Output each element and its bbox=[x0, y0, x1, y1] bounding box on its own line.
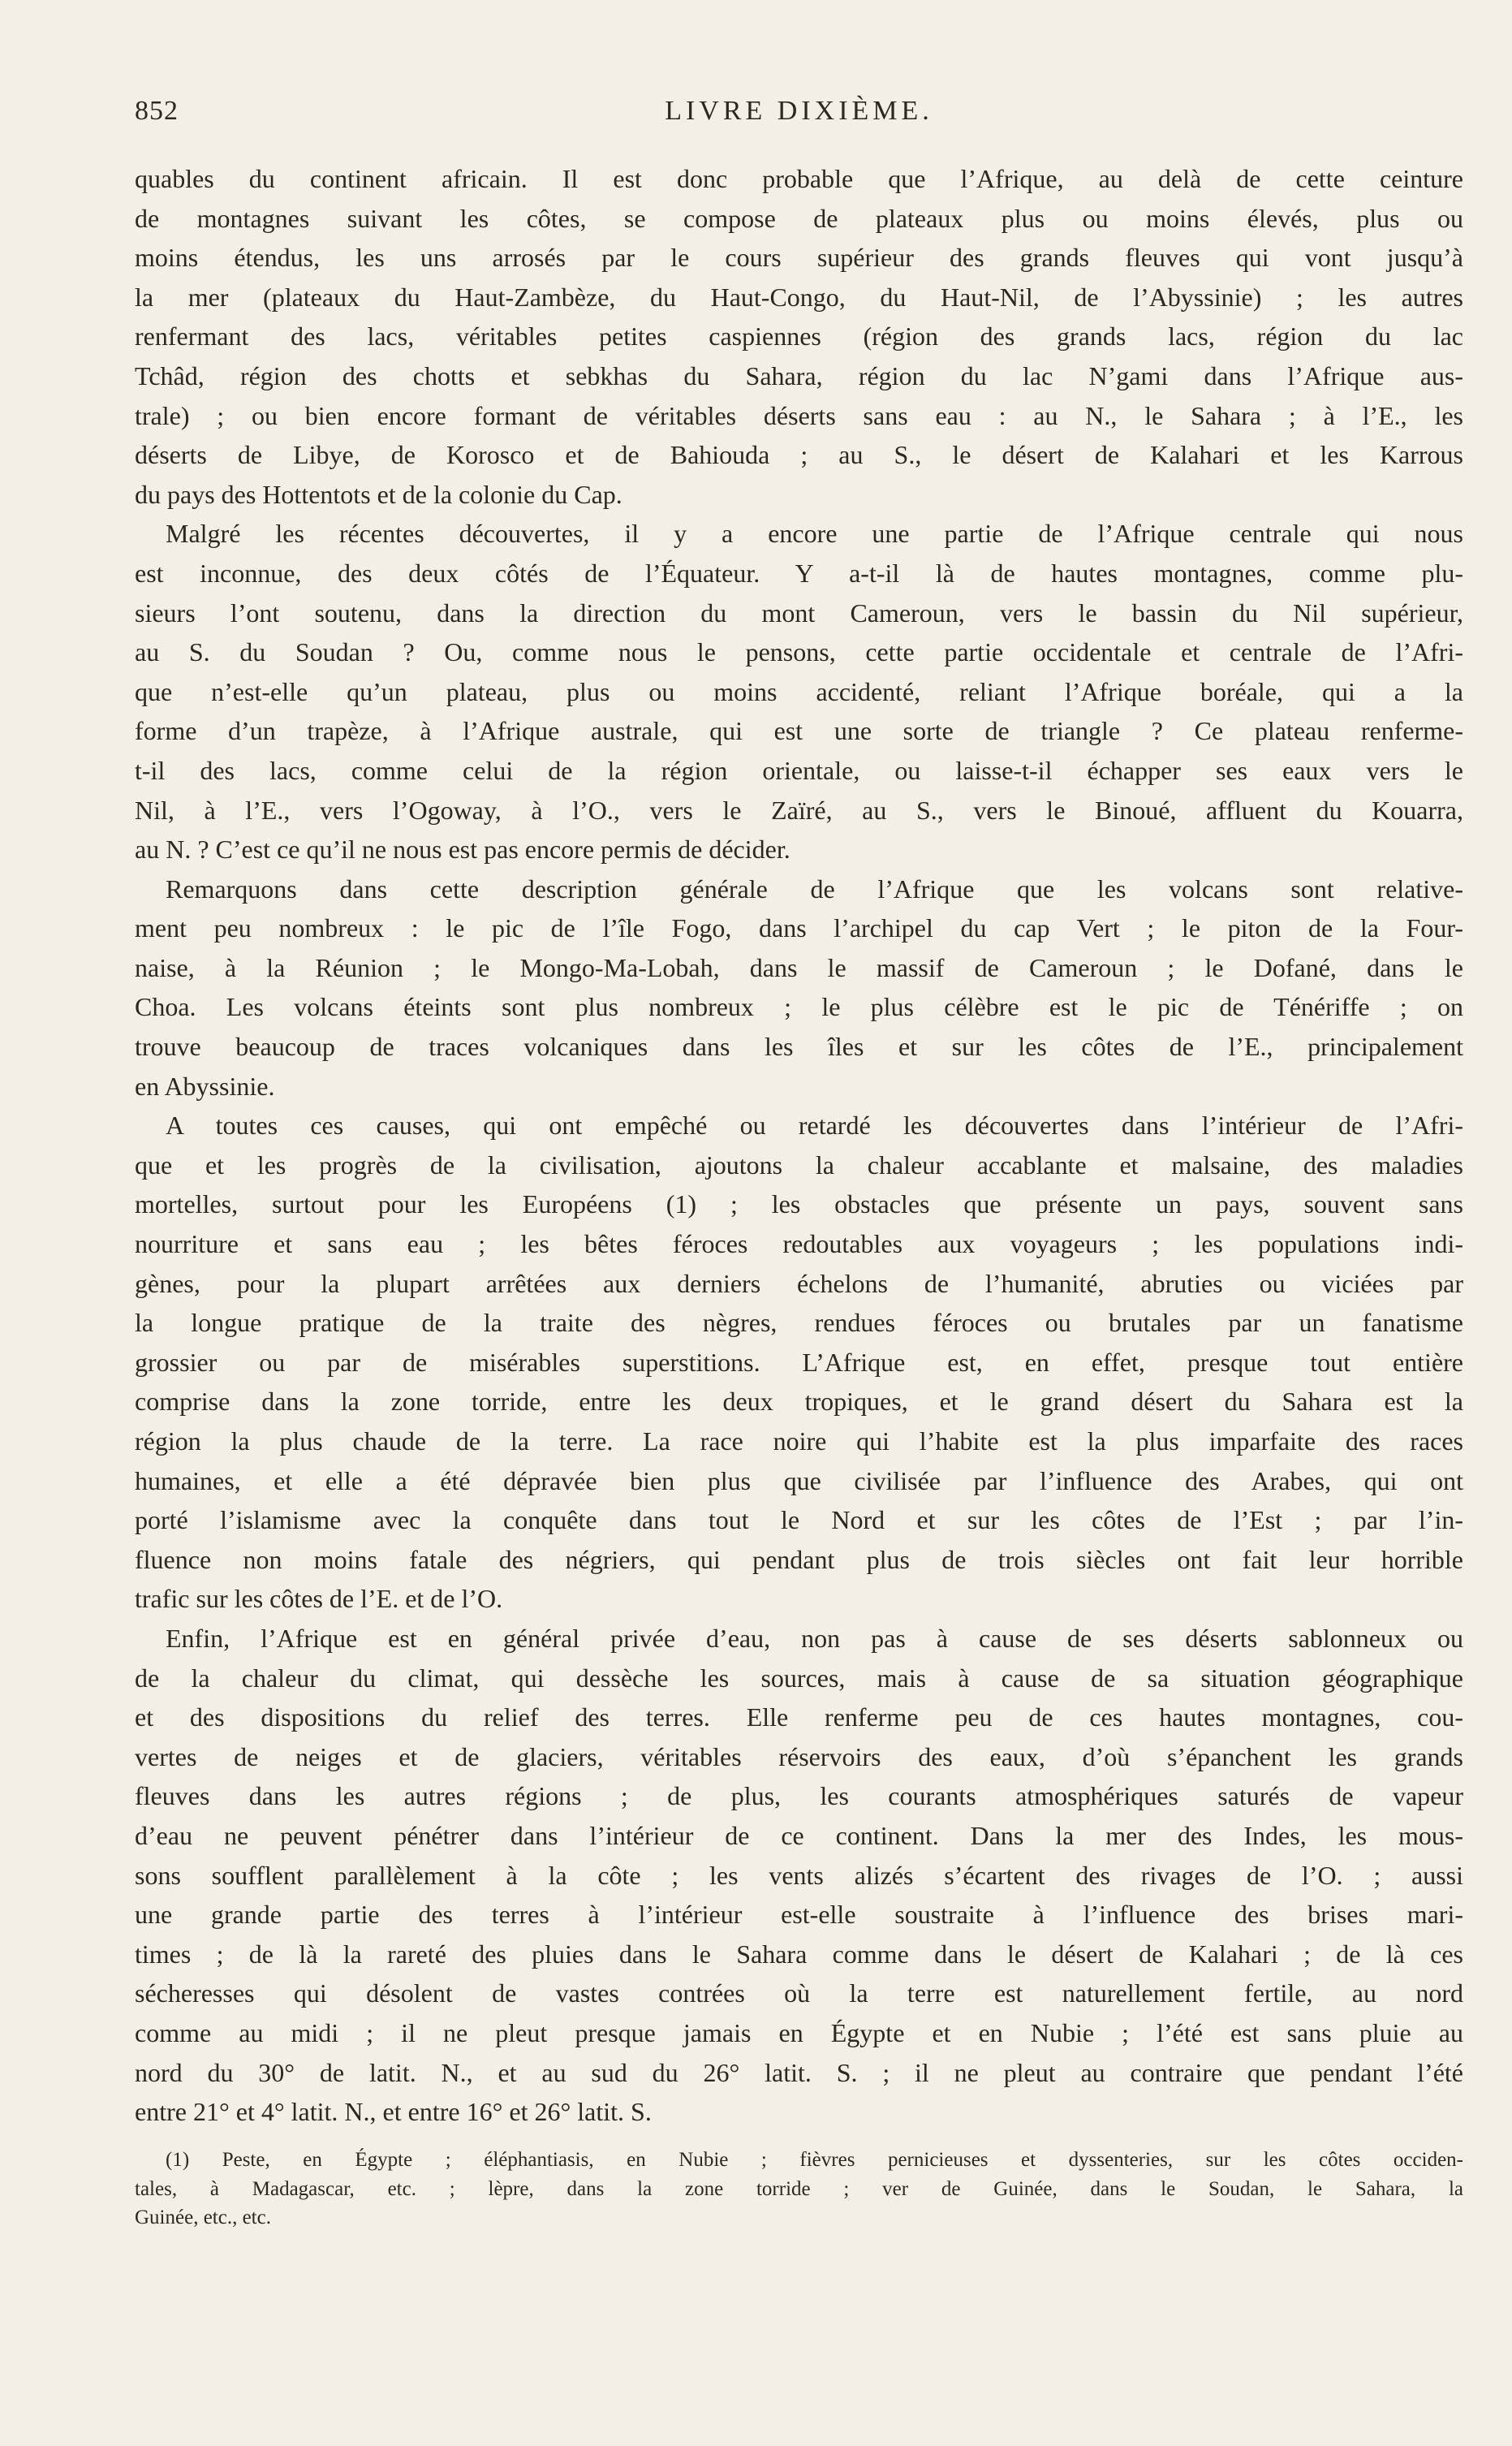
body-text bbox=[135, 159, 1463, 2132]
text-line: Nil, à l’E., vers l’Ogoway, à l’O., vers le Zaïré, au S., vers le Binoué, affluent du Kouarra, bbox=[135, 795, 1463, 825]
paragraph-first-line: Enfin, l’Afrique est en général privée d’eau, non pas à cause de ses déserts sablonneux ou bbox=[166, 1623, 1463, 1653]
text-line: du pays des Hottentots et de la colonie du Cap. bbox=[135, 479, 622, 509]
text-line: sons soufflent parallèlement à la côte ; les vents alizés s’écartent des rivages de l’O. ; aussi bbox=[135, 1860, 1463, 1890]
text-line: au S. du Soudan ? Ou, comme nous le pensons, cette partie occidentale et centrale de l’Afri- bbox=[135, 637, 1463, 667]
text-line: comprise dans la zone torride, entre les deux tropiques, et le grand désert du Sahara est la bbox=[135, 1387, 1463, 1417]
text-line: la mer (plateaux du Haut-Zambèze, du Haut-Congo, du Haut-Nil, de l’Abyssinie) ; les autres bbox=[135, 282, 1463, 312]
text-line: sieurs l’ont soutenu, dans la direction du mont Cameroun, vers le bassin du Nil supérieur, bbox=[135, 597, 1463, 628]
footnote-line: Guinée, etc., etc. bbox=[135, 2207, 271, 2228]
text-line: entre 21° et 4° latit. N., et entre 16° et 26° latit. S. bbox=[135, 2097, 652, 2127]
text-line: gènes, pour la plupart arrêtées aux derniers échelons de l’humanité, abruties ou viciées par bbox=[135, 1268, 1463, 1298]
text-line: Choa. Les volcans éteints sont plus nombreux ; le plus célèbre est le pic de Ténériffe ; on bbox=[135, 992, 1463, 1022]
text-line: mortelles, surtout pour les Européens (1) ; les obstacles que présente un pays, souvent sans bbox=[135, 1189, 1463, 1219]
text-line: comme au midi ; il ne pleut presque jamais en Égypte et en Nubie ; l’été est sans pluie au bbox=[135, 2017, 1463, 2047]
text-line: de montagnes suivant les côtes, se compose de plateaux plus ou moins élevés, plus ou bbox=[135, 203, 1463, 233]
paragraph-first-line: Malgré les récentes découvertes, il y a encore une partie de l’Afrique centrale qui nous bbox=[166, 519, 1463, 549]
text-line: d’eau ne peuvent pénétrer dans l’intérieur de ce continent. Dans la mer des Indes, les mous- bbox=[135, 1820, 1463, 1850]
page-number: 852 bbox=[135, 96, 179, 126]
text-line: ment peu nombreux : le pic de l’île Fogo, dans l’archipel du cap Vert ; le piton de la Four- bbox=[135, 913, 1463, 943]
text-line: sécheresses qui désolent de vastes contrées où la terre est naturellement fertile, au nord bbox=[135, 1978, 1463, 2008]
paragraph-first-line: A toutes ces causes, qui ont empêché ou retardé les découvertes dans l’intérieur de l’Afri- bbox=[166, 1111, 1463, 1141]
text-line: que n’est-elle qu’un plateau, plus ou moins accidenté, reliant l’Afrique boréale, qui a la bbox=[135, 676, 1463, 706]
text-line: trafic sur les côtes de l’E. et de l’O. bbox=[135, 1584, 503, 1614]
text-line: naise, à la Réunion ; le Mongo-Ma-Lobah, dans le massif de Cameroun ; le Dofané, dans le bbox=[135, 952, 1463, 982]
text-line: en Abyssinie. bbox=[135, 1071, 275, 1101]
page-header bbox=[135, 96, 1463, 132]
text-line: humaines, et elle a été dépravée bien plus que civilisée par l’influence des Arabes, qui ont bbox=[135, 1465, 1463, 1495]
footnote-line: tales, à Madagascar, etc. ; lèpre, dans la zone torride ; ver de Guinée, dans le Soudan, le Sahara, la bbox=[135, 2177, 1463, 2200]
text-line: région la plus chaude de la terre. La race noire qui l’habite est la plus imparfaite des races bbox=[135, 1426, 1463, 1456]
text-line: de la chaleur du climat, qui dessèche les sources, mais à cause de sa situation géographique bbox=[135, 1663, 1463, 1693]
text-line: trale) ; ou bien encore formant de véritables déserts sans eau : au N., le Sahara ; à l’E., les bbox=[135, 400, 1463, 430]
text-line: porté l’islamisme avec la conquête dans tout le Nord et sur les côtes de l’Est ; par l’in- bbox=[135, 1505, 1463, 1535]
paragraph-first-line: Remarquons dans cette description générale de l’Afrique que les volcans sont relative- bbox=[166, 874, 1463, 904]
footnotes bbox=[135, 2146, 1463, 2232]
text-line: trouve beaucoup de traces volcaniques dans les îles et sur les côtes de l’E., principalement bbox=[135, 1032, 1463, 1062]
text-line: et des dispositions du relief des terres. Elle renferme peu de ces hautes montagnes, cou- bbox=[135, 1702, 1463, 1732]
text-line: nourriture et sans eau ; les bêtes féroces redoutables aux voyageurs ; les populations indi- bbox=[135, 1229, 1463, 1259]
footnote-line: (1) Peste, en Égypte ; éléphantiasis, en Nubie ; fièvres pernicieuses et dyssenteries, sur les côtes occiden- bbox=[166, 2149, 1463, 2171]
running-title: LIVRE DIXIÈME. bbox=[665, 96, 933, 126]
text-line: que et les progrès de la civilisation, ajoutons la chaleur accablante et malsaine, des maladies bbox=[135, 1150, 1463, 1180]
text-line: une grande partie des terres à l’intérieur est-elle soustraite à l’influence des brises mari- bbox=[135, 1900, 1463, 1930]
text-line: moins étendus, les uns arrosés par le cours supérieur des grands fleuves qui vont jusqu’à bbox=[135, 243, 1463, 273]
text-line: t-il des lacs, comme celui de la région orientale, ou laisse-t-il échapper ses eaux vers le bbox=[135, 755, 1463, 785]
text-line: times ; de là la rareté des pluies dans le Sahara comme dans le désert de Kalahari ; de là ces bbox=[135, 1939, 1463, 1969]
text-line: nord du 30° de latit. N., et au sud du 26° latit. S. ; il ne pleut au contraire que pendant l’été bbox=[135, 2057, 1463, 2087]
text-line: fleuves dans les autres régions ; de plus, les courants atmosphériques saturés de vapeur bbox=[135, 1781, 1463, 1811]
text-line: au N. ? C’est ce qu’il ne nous est pas encore permis de décider. bbox=[135, 835, 790, 865]
text-line: renfermant des lacs, véritables petites caspiennes (région des grands lacs, région du lac bbox=[135, 321, 1463, 352]
text-line: quables du continent africain. Il est donc probable que l’Afrique, au delà de cette ceinture bbox=[135, 164, 1463, 193]
text-line: vertes de neiges et de glaciers, véritables réservoirs des eaux, d’où s’épanchent les grands bbox=[135, 1741, 1463, 1771]
text-line: fluence non moins fatale des négriers, qui pendant plus de trois siècles ont fait leur horrible bbox=[135, 1544, 1463, 1574]
text-line: Tchâd, région des chotts et sebkhas du Sahara, région du lac N’gami dans l’Afrique aus- bbox=[135, 360, 1463, 390]
text-line: déserts de Libye, de Korosco et de Bahiouda ; au S., le désert de Kalahari et les Karrous bbox=[135, 440, 1463, 470]
text-line: est inconnue, des deux côtés de l’Équateur. Y a-t-il là de hautes montagnes, comme plu- bbox=[135, 558, 1463, 588]
text-line: grossier ou par de misérables superstitions. L’Afrique est, en effet, presque tout entière bbox=[135, 1347, 1463, 1377]
text-line: la longue pratique de la traite des nègres, rendues féroces ou brutales par un fanatisme bbox=[135, 1308, 1463, 1338]
text-line: forme d’un trapèze, à l’Afrique australe, qui est une sorte de triangle ? Ce plateau renferme- bbox=[135, 716, 1463, 746]
